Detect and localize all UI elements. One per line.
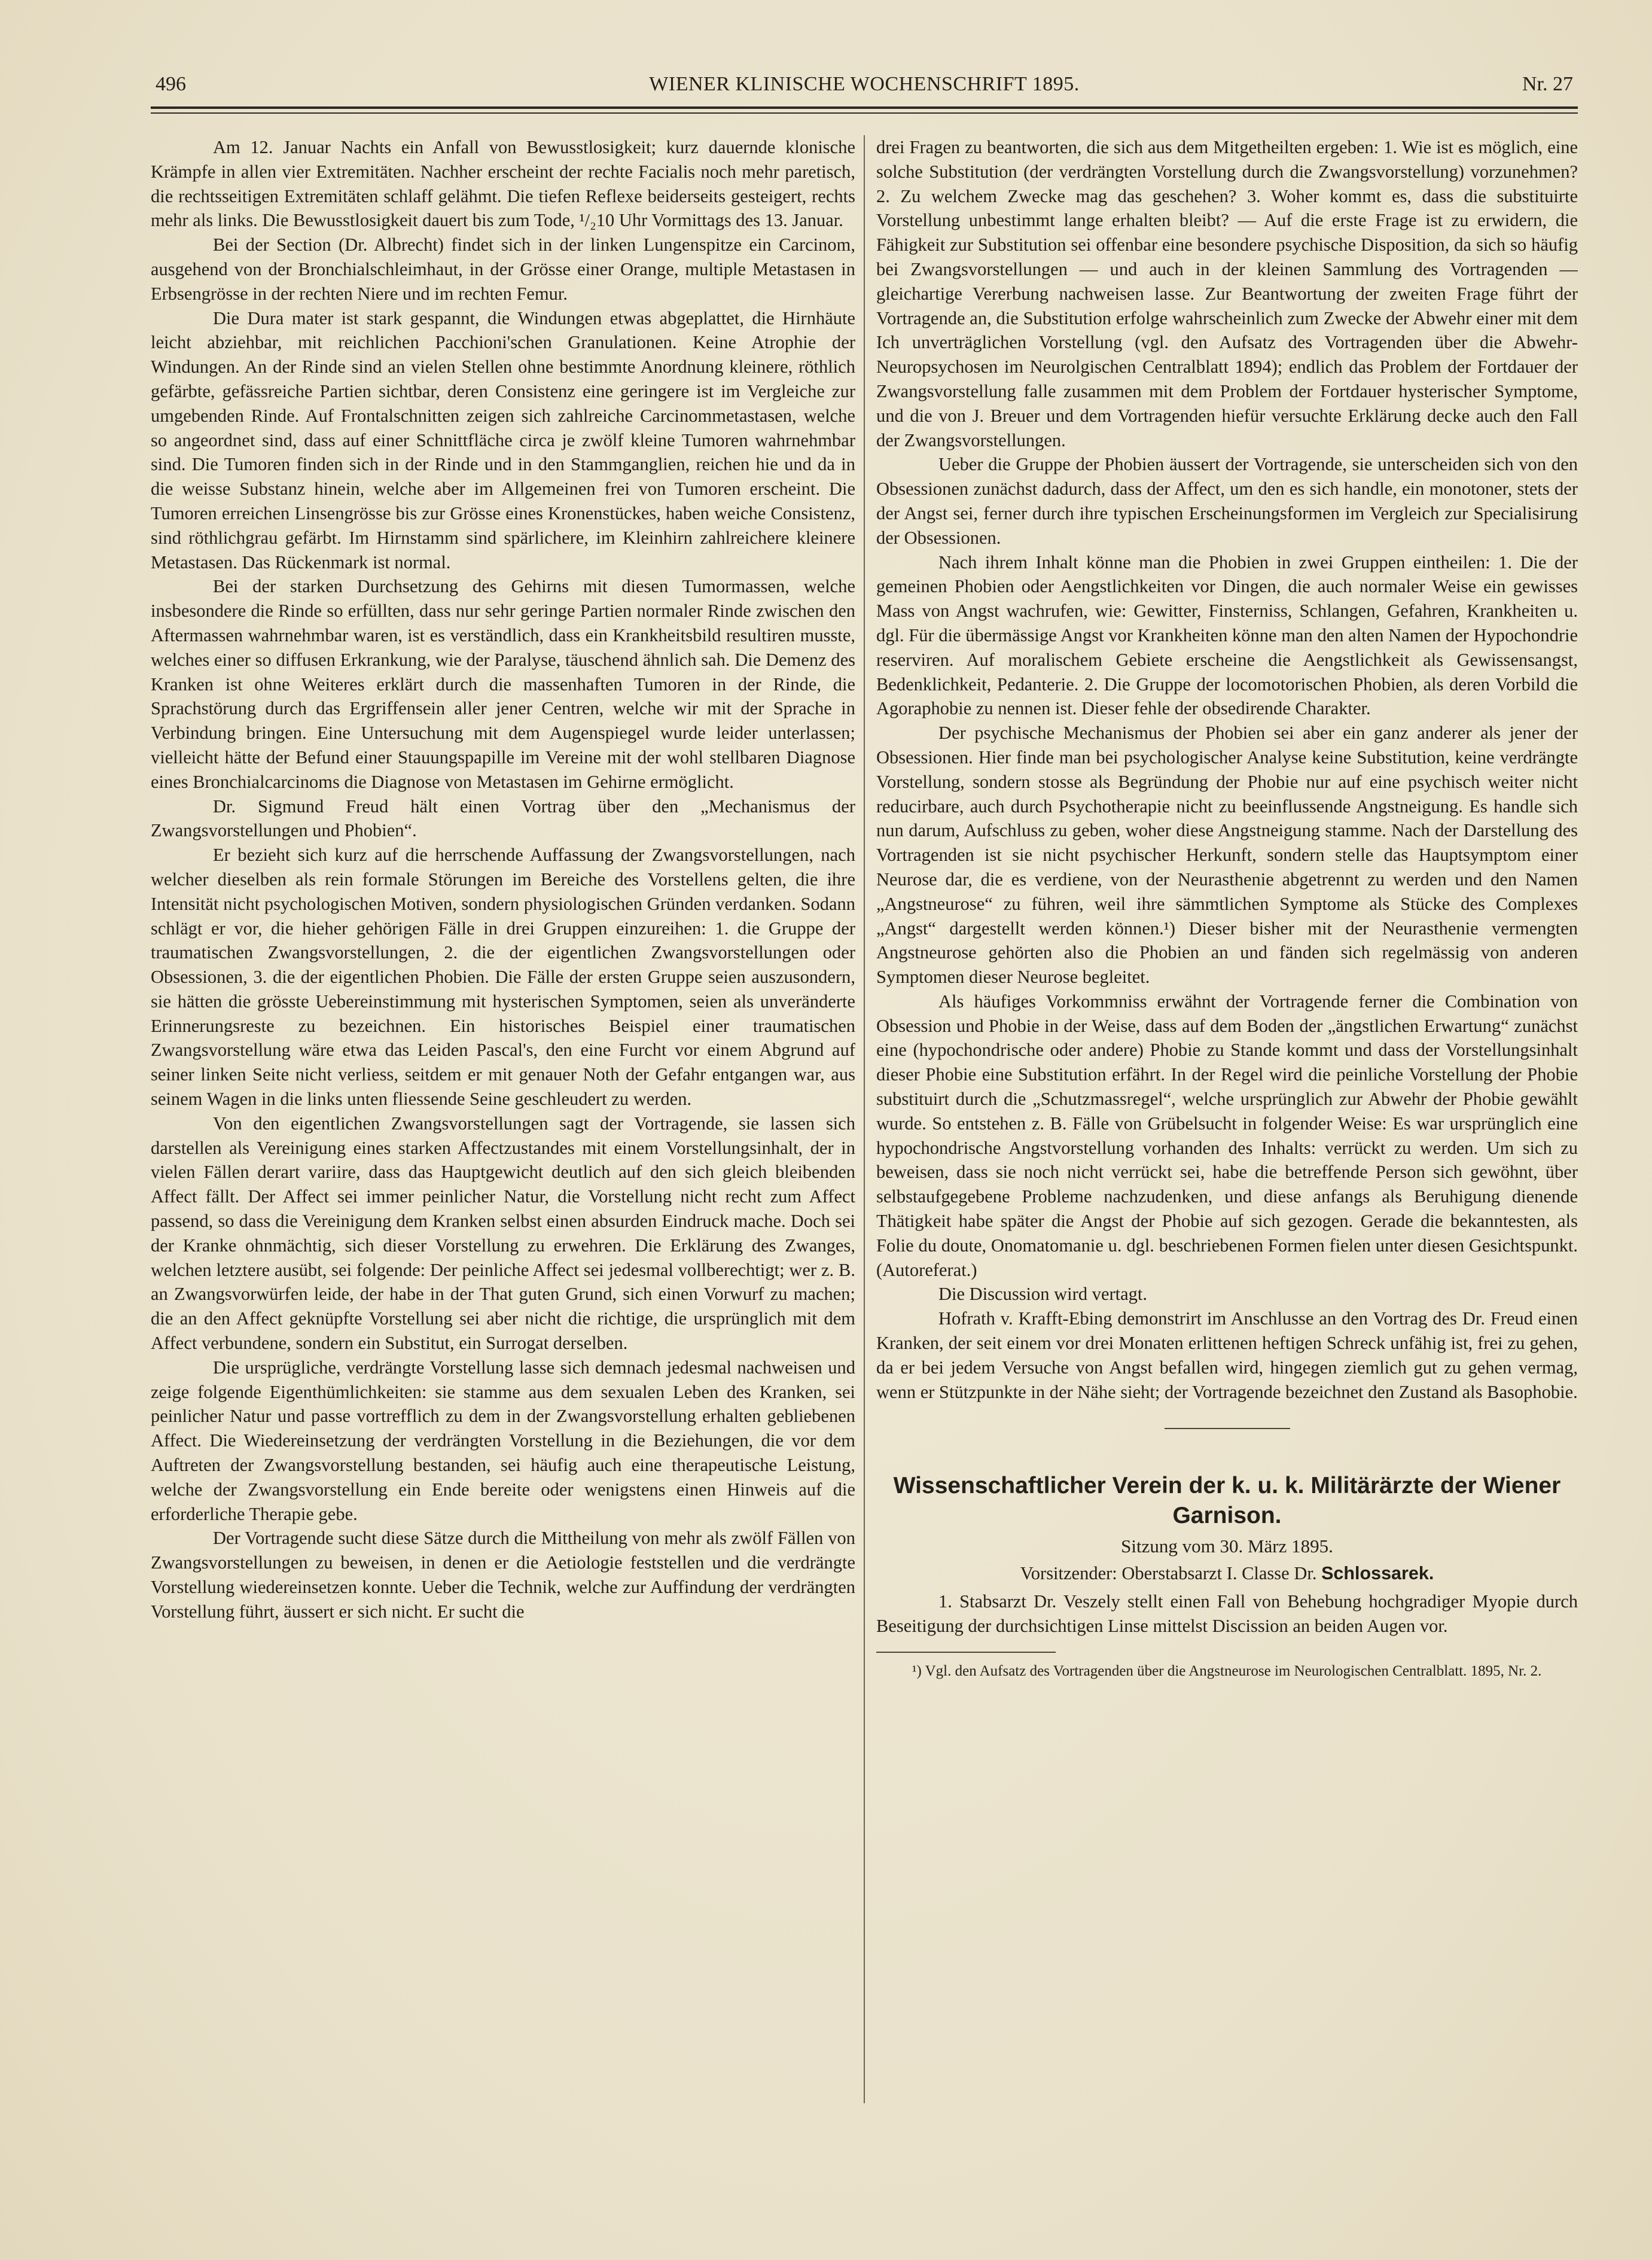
session-date: Sitzung vom 30. März 1895. — [1121, 1536, 1333, 1557]
paragraph-discussion-adjourned: Die Discussion wird vertagt. — [938, 1284, 1147, 1305]
chair-name: Schlossarek. — [1321, 1563, 1434, 1584]
paragraph-section-findings: Bei der Section (Dr. Albrecht) findet sich in der linken Lungenspitze ein Carcinom, ausgehend von der Bronchialschleimhaut, in der Grösse einer Orange, multiple Metastasen in Erbsengrösse in der rechten Niere und im rechten Femur. — [151, 234, 855, 304]
paragraph-freud-lecture-title: Dr. Sigmund Freud hält einen Vortrag über den „Mechanismus der Zwangsvorstellungen und Phobien“. — [151, 796, 855, 841]
paragraph-case-evidence: Der Vortragende sucht diese Sätze durch die Mittheilung von mehr als zwölf Fällen von Zwangsvorstellungen zu beweisen, in denen er die Aetiologie feststellen und die verdrängte Vorstellung wiedereinsetzen konnte. Ueber die Technik, welche zur Auffindung der verdrängten Vorstellung führt, äussert er sich nicht. Er sucht die — [151, 1528, 855, 1622]
section-title: Wissenschaftlicher Verein der k. u. k. Militärärzte der Wiener Garnison. — [893, 1473, 1561, 1529]
header-double-rule — [151, 106, 1578, 114]
paragraph-clinical-course: Am 12. Januar Nachts ein Anfall von Bewusstlosigkeit; kurz dauernde klonische Krämpfe in allen vier Extremitäten. Nachher erscheint der rechte Facialis noch mehr paretisch, die rechtsseitigen Extremitäten schlaff gelähmt. Die tiefen Reflexe beiderseits gesteigert, rechts mehr als links. Die Bewusstlosigkeit dauert bis zum Tode, ¹/₂10 Uhr Vormittags des 13. Januar. — [151, 137, 855, 231]
paragraph-obsessions: Von den eigentlichen Zwangsvorstellungen sagt der Vortragende, sie lassen sich darstellen als Vereinigung eines starken Affectzustandes mit einem Vorstellungsinhalt, der in vielen Fällen derart variire, dass das Hauptgewicht deutlich auf den sich gleich bleibenden Affect fällt. Der Affect sei immer peinlicher Natur, die Vorstellung nicht recht zum Affect passend, so dass die Vereinigung dem Kranken selbst einen absurden Eindruck mache. Doch sei der Kranke ohnmächtig, sich dieser Vorstellung zu erwehren. Die Erklärung des Zwanges, welchen letztere ausübt, sei folgende: Der peinliche Affect sei jedesmal vollberechtigt; wer z. B. an Zwangsvorwürfen leide, der habe in der That guten Grund, sich einen Vorwurf zu machen; die an den Affect geknüpfte Vorstellung sei aber nicht die richtige, die ursprünglich mit dem Affect verbundene, sondern ein Substitut, ein Surrogat derselben. — [151, 1113, 855, 1354]
footnote — [876, 1661, 1578, 1681]
paragraph-combination: Als häufiges Vorkommniss erwähnt der Vortragende ferner die Combination von Obsession und Phobie in der Weise, dass auf dem Boden der „ängstlichen Erwartung“ zunächst eine (hypochondrische oder andere) Phobie zu Stande kommt und dass der Vorstellungsinhalt dieser Phobie eine Substitution erfährt. In der Regel wird die peinliche Vorstellung der Phobie substituirt durch die „Schutzmassregel“, welche ursprünglich zur Abwehr der Phobie gewählt wurde. So entstehen z. B. Fälle von Grübelsucht in folgender Weise: Es war ursprünglich eine hypochondrische Angstvorstellung vorhanden des Inhalts: verrückt zu werden. Um sich zu beweisen, dass sie noch nicht verrückt sei, habe die betreffende Person sich gewöhnt, über selbstaufgegebene Probleme nachzudenken, und diese anfangs als Beruhigung dienende Thätigkeit habe später die Angst der Phobie auf sich gezogen. Gerade die bekanntesten, als Folie du doute, Onomatomanie u. dgl. beschriebenen Formen fielen unter diesen Gesichtspunkt. (Autoreferat.) — [876, 991, 1578, 1280]
footnote-rule — [876, 1652, 1056, 1653]
journal-title: WIENER KLINISCHE WOCHENSCHRIFT 1895. — [649, 73, 1080, 95]
paragraph-phobia-mechanism: Der psychische Mechanismus der Phobien sei aber ein ganz anderer als jener der Obsessionen. Hier finde man bei psychologischer Analyse keine Substitution, keine verdrängte Vorstellung, sondern stosse als Begründung der Phobie nur auf eine psychisch weiter nicht reducirbare, auch durch Psychotherapie nicht zu beeinflussende Angstneigung. Es handle sich nun darum, Aufschluss zu geben, woher diese Angstneigung stamme. Nach der Darstellung des Vortragenden ist sie nicht psychischer Herkunft, sondern stelle das Hauptsymptom einer Neurose dar, die es verdiene, von der Neurasthenie abgetrennt zu werden und den Namen „Angstneurose“ zu führen, weil ihre sämmtlichen Symptome als Stücke des Complexes „Angst“ dargestellt werden können.¹) Dieser bisher mit der Neurasthenie vermengten Angstneurose gehörten also die Phobien an und fänden sich regelmässig von anderen Symptomen dieser Neurose begleitet. — [876, 723, 1578, 988]
page-number: 496 — [156, 73, 186, 95]
paragraph-veszely-case: 1. Stabsarzt Dr. Veszely stellt einen Fall von Behebung hochgradiger Myopie durch Beseitigung der durchsichtigen Linse mittelst Discission an beiden Augen vor. — [876, 1591, 1578, 1636]
paragraph-three-questions: drei Fragen zu beantworten, die sich aus dem Mitgetheilten ergeben: 1. Wie ist es möglich, eine solche Substitution (der verdrängten Vorstellung durch die Zwangsvorstellung) vorzunehmen? 2. Zu welchem Zwecke mag das geschehen? 3. Woher kommt es, dass die substituirte Vorstellung unbestimmt lange erhalten bleibt? — Auf die erste Frage ist zu erwidern, die Fähigkeit zur Substitution sei offenbar eine besondere psychische Disposition, da sich so häufig bei Zwangsvorstellungen — und auch in der kleinen Sammlung des Vortragenden — gleichartige Vererbung nachweisen lasse. Zur Beantwortung der zweiten Frage führt der Vortragende an, die Substitution erfolge wahrscheinlich zum Zwecke der Abwehr einer mit dem Ich unverträglichen Vorstellung (vgl. den Aufsatz des Vortragenden über die Abwehr-Neuropsychosen im Neurolgischen Centralblatt 1894); endlich das Problem der Fortdauer der Zwangsvorstellung falle zusammen mit dem Problem der Fortdauer hysterischer Symptome, und die von J. Breuer und dem Vortragenden hiefür versuchte Erklärung decke auch den Fall der Zwangsvorstellungen. — [876, 137, 1578, 450]
right-column — [876, 135, 1578, 2109]
footnote-text: ¹) Vgl. den Aufsatz des Vortragenden über die Angstneurose im Neurologischen Centralblatt. 1895, Nr. 2. — [912, 1662, 1542, 1679]
paragraph-freud-groups: Er bezieht sich kurz auf die herrschende Auffassung der Zwangsvorstellungen, nach welcher dieselben als rein formale Störungen im Bereiche des Vorstellens gelten, die ihre Intensität nicht psychologischen Motiven, sondern physiologischen Gründen verdanken. Sodann schlägt er vor, die hieher gehörigen Fälle in drei Gruppen einzureihen: 1. die Gruppe der traumatischen Zwangsvorstellungen, 2. die der eigentlichen Zwangsvorstellungen oder Obsessionen, 3. die der eigentlichen Phobien. Die Fälle der ersten Gruppe seien auszusondern, sie hätten die grösste Uebereinstimmung mit hysterischen Symptomen, seien als unveränderte Erinnerungsreste zu bezeichnen. Ein historisches Beispiel einer traumatischen Zwangsvorstellung wäre etwa das Leiden Pascal's, den eine Furcht vor einem Abgrund auf seiner linken Seite nicht verliess, seitdem er mit genauer Noth der Gefahr entgangen war, aus seinem Wagen in die links unten fliessende Seine geschleudert zu werden. — [151, 845, 855, 1110]
paragraph-repressed-idea: Die ursprügliche, verdrängte Vorstellung lasse sich demnach jedesmal nachweisen und zeige folgende Eigenthümlichkeiten: sie stamme aus dem sexualen Leben des Kranken, sei peinlicher Natur und passe vortrefflich zu dem in der Zwangsvorstellung erhalten gebliebenen Affect. Die Wiedereinsetzung der verdrängten Vorstellung in die Beziehungen, die vor dem Auftreten der Zwangsvorstellung bestanden, sei häufig auch eine therapeutische Leistung, welche der Zwangsvorstellung ein Ende bereite oder wenigstens einen Hinweis auf die erforderliche Therapie gebe. — [151, 1357, 855, 1524]
chair-line — [876, 1561, 1578, 1586]
issue-number: Nr. 27 — [1522, 73, 1573, 95]
paragraph-phobia-group: Ueber die Gruppe der Phobien äussert der Vortragende, sie unterscheiden sich von den Obsessionen zunächst dadurch, dass der Affect, um den es sich handle, ein monotoner, stets der der Angst sei, ferner durch ihre typischen Erscheinungsformen im Vergleich zur Specialisirung der Obsessionen. — [876, 454, 1578, 548]
paragraph-phobia-classes: Nach ihrem Inhalt könne man die Phobien in zwei Gruppen eintheilen: 1. Die der gemeinen Phobien oder Aengstlichkeiten vor Dingen, die auch normaler Weise ein gewisses Mass von Angst wachrufen, wie: Gewitter, Finsterniss, Schlangen, Gefahren, Krankheiten u. dgl. Für die übermässige Angst vor Krankheiten könne man den alten Namen der Hypochondrie reserviren. Auf moralischem Gebiete erscheine die Aengstlichkeit als Gewissensangst, Bedenklichkeit, Pedanterie. 2. Die Gruppe der locomotorischen Phobien, als deren Vorbild die Agoraphobie zu nennen ist. Dieser fehle der obsedirende Charakter. — [876, 552, 1578, 719]
paragraph-krafft-ebing: Hofrath v. Krafft-Ebing demonstrirt im Anschlusse an den Vortrag des Dr. Freud einen Kranken, der seit einem vor drei Monaten erlittenen heftigen Schreck unfähig ist, frei zu gehen, da er bei jedem Versuche von Angst befallen wird, hingegen ziemlich gut zu gehen vermag, wenn er Stützpunkte in der Nähe sieht; der Vortragende bezeichnet den Zustand als Basophobie. — [876, 1308, 1578, 1402]
section-separator — [1165, 1428, 1290, 1429]
paragraph-tumor-discussion: Bei der starken Durchsetzung des Gehirns mit diesen Tumormassen, welche insbesondere die Rinde so erfüllten, dass nur sehr geringe Partien normaler Rinde zwischen den Aftermassen wahrnehmbar waren, ist es verständlich, dass ein Krankheitsbild resultiren musste, welches einer so diffusen Erkrankung, wie der Paralyse, täuschend ähnlich sah. Die Demenz des Kranken ist ohne Weiteres erklärt durch die massenhaften Tumoren in der Rinde, die Sprachstörung durch das Ergriffensein aller jener Centren, welche wir mit der Sprache in Verbindung bringen. Eine Untersuchung mit dem Augenspiegel wurde leider unterlassen; vielleicht hätte der Befund einer Stauungspapille im Vereine mit der wohl stellbaren Diagnose eines Bronchialcarcinoms die Diagnose von Metastasen im Gehirne ermöglicht. — [151, 576, 855, 792]
column-divider — [864, 135, 865, 2103]
left-column — [151, 135, 855, 2109]
paragraph-dura-mater: Die Dura mater ist stark gespannt, die Windungen etwas abgeplattet, die Hirnhäute leicht abziehbar, mit reichlichen Pacchioni'schen Granulationen. Keine Atrophie der Windungen. An der Rinde sind an vielen Stellen ohne bestimmte Anordnung kleinere, röthlich gefärbte, gefässreiche Partien sichtbar, deren Consistenz eine geringere ist im Vergleiche zur umgebenden Rinde. Auf Frontalschnitten zeigen sich zahlreiche Carcinommetastasen, welche so angeordnet sind, dass auf einer Schnittfläche circa je zwölf kleine Tumoren wahrnehmbar sind. Die Tumoren finden sich in der Rinde und in den Stammganglien, reichen hie und da in die weisse Substanz hinein, welche aber im Allgemeinen frei von Tumoren erscheint. Die Tumoren erreichen Linsengrösse bis zur Grösse eines Kronenstückes, haben weiche Consistenz, sind röthlichgrau gefärbt. Im Hirnstamm sind spärlichere, im Kleinhirn zahlreichere kleinere Metastasen. Das Rückenmark ist normal. — [151, 307, 855, 572]
chair-label: Vorsitzender: Oberstabsarzt I. Classe Dr. — [1020, 1563, 1317, 1584]
running-header — [151, 73, 1578, 104]
